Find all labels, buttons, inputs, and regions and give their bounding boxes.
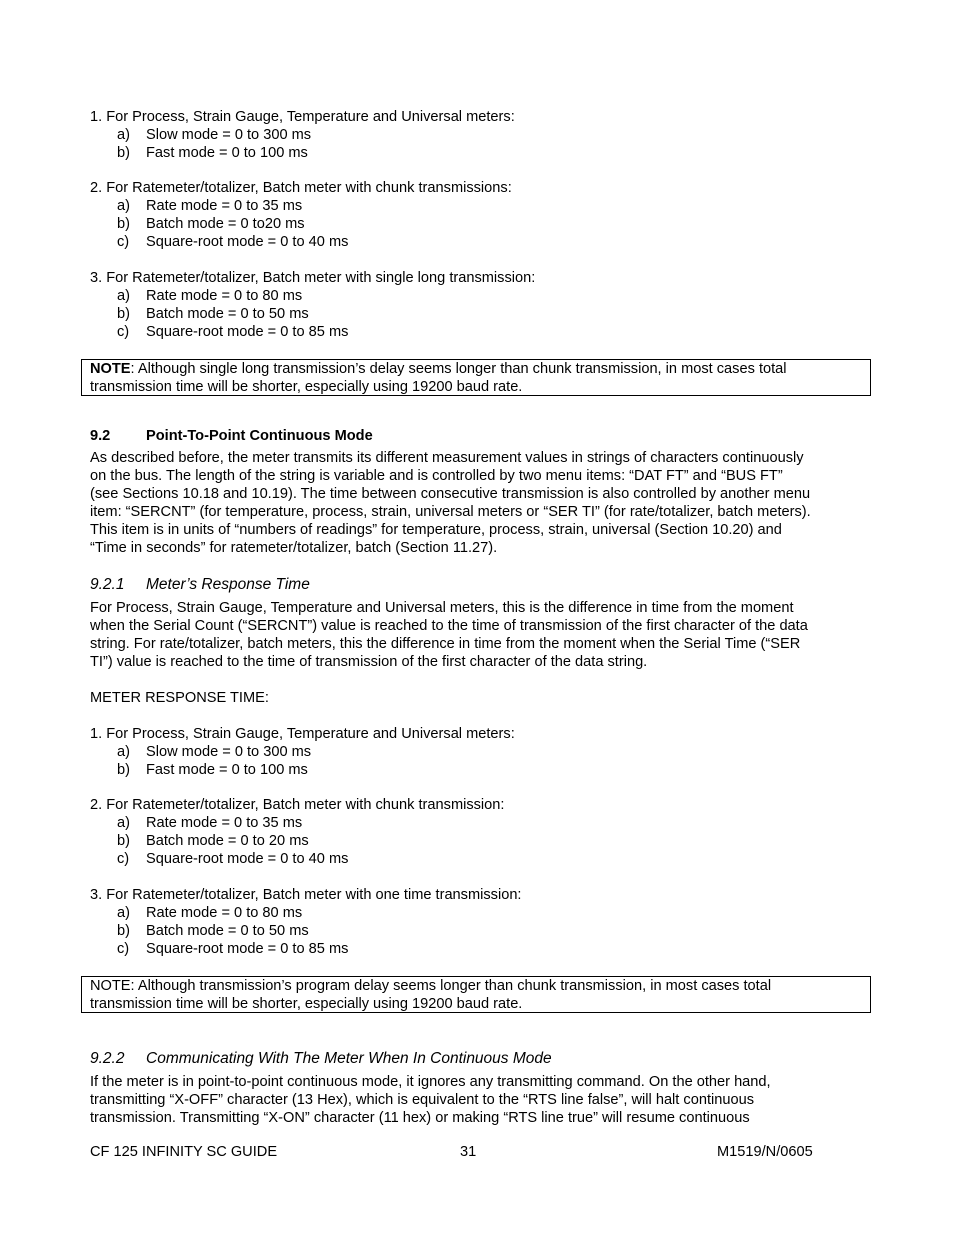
paragraph-line: transmitting “X-OFF” character (13 Hex), which is equivalent to the “RTS line false”, will halt continuous: [90, 1092, 755, 1108]
paragraph-line: TI”) value is reached to the time of transmission of the first character of the data string.: [90, 654, 648, 670]
paragraph-line: item: “SERCNT” (for temperature, process, strain, universal meters or “SER TI” (for rate/totalizer, batch meters).: [90, 504, 811, 520]
list-subitem: c) Square-root mode = 0 to 85 ms: [117, 941, 349, 957]
list-subitem: b) Batch mode = 0 to 20 ms: [117, 833, 309, 849]
footer-title: CF 125 INFINITY SC GUIDE: [90, 1144, 278, 1160]
subsection-heading: 9.2.2 Communicating With The Meter When In Continuous Mode: [90, 1050, 552, 1067]
note-line: transmission time will be shorter, especially using 19200 baud rate.: [90, 996, 523, 1012]
paragraph-line: (see Sections 10.18 and 10.19). The time between consecutive transmission is also controlled by another menu: [90, 486, 811, 502]
list-subitem: b) Fast mode = 0 to 100 ms: [117, 145, 308, 161]
note-line: transmission time will be shorter, especially using 19200 baud rate.: [90, 379, 523, 395]
list-subitem: b) Batch mode = 0 to 50 ms: [117, 306, 309, 322]
list-item-1: 1. For Process, Strain Gauge, Temperature and Universal meters:: [90, 109, 515, 125]
paragraph: [90, 449, 870, 557]
list-subitem: a) Slow mode = 0 to 300 ms: [117, 744, 312, 760]
list-subitem: c) Square-root mode = 0 to 85 ms: [117, 324, 349, 340]
list-subitem: b) Fast mode = 0 to 100 ms: [117, 762, 308, 778]
list-subitem: c) Square-root mode = 0 to 40 ms: [117, 234, 349, 250]
list-subitem: b) Batch mode = 0 to20 ms: [117, 216, 305, 232]
subsection-heading: 9.2.1 Meter’s Response Time: [90, 576, 310, 593]
list-item-3: 3. For Ratemeter/totalizer, Batch meter with single long transmission:: [90, 270, 536, 286]
paragraph: [90, 599, 870, 671]
list-subitem: a) Rate mode = 0 to 35 ms: [117, 815, 303, 831]
list-item-2: 2. For Ratemeter/totalizer, Batch meter with chunk transmissions:: [90, 180, 512, 196]
list-item-3: 3. For Ratemeter/totalizer, Batch meter with one time transmission:: [90, 887, 522, 903]
note-box: [81, 359, 871, 396]
paragraph-line: If the meter is in point-to-point continuous mode, it ignores any transmitting command. On the other hand,: [90, 1074, 771, 1090]
list-subitem: c) Square-root mode = 0 to 40 ms: [117, 851, 349, 867]
paragraph-line: when the Serial Count (“SERCNT”) value is reached to the time of transmission of the first character of the data: [90, 618, 808, 634]
note-box: [81, 976, 871, 1013]
list-subitem: b) Batch mode = 0 to 50 ms: [117, 923, 309, 939]
paragraph-line: “Time in seconds” for ratemeter/totalizer, batch (Section 11.27).: [90, 540, 498, 556]
document-code: M1519/N/0605: [717, 1144, 813, 1160]
paragraph-line: For Process, Strain Gauge, Temperature and Universal meters, this is the difference in time from the moment: [90, 600, 794, 616]
paragraph-line: on the bus. The length of the string is variable and is controlled by two menu items: “DAT FT” and “BUS FT”: [90, 468, 783, 484]
section-heading: 9.2 Point-To-Point Continuous Mode: [90, 428, 373, 444]
list-subitem: a) Rate mode = 0 to 80 ms: [117, 905, 303, 921]
list-item-2: 2. For Ratemeter/totalizer, Batch meter with chunk transmission:: [90, 797, 505, 813]
paragraph-line: transmission. Transmitting “X-ON” character (11 hex) or making “RTS line true” will resume continuous: [90, 1110, 750, 1126]
response-heading: METER RESPONSE TIME:: [90, 690, 269, 706]
note-line: NOTE: Although transmission’s program delay seems longer than chunk transmission, in most cases total: [90, 978, 772, 994]
list-subitem: a) Rate mode = 0 to 80 ms: [117, 288, 303, 304]
paragraph-line: string. For rate/totalizer, batch meters, this the difference in time from the moment when the Serial Time (“SER: [90, 636, 801, 652]
paragraph-line: As described before, the meter transmits its different measurement values in strings of characters continuously: [90, 450, 804, 466]
list-item-1: 1. For Process, Strain Gauge, Temperature and Universal meters:: [90, 726, 515, 742]
paragraph-line: This item is in units of “numbers of readings” for temperature, process, strain, universal (Section 10.20) and: [90, 522, 782, 538]
note-line: NOTE: Although single long transmission’s delay seems longer than chunk transmission, in most cases total: [90, 361, 787, 377]
page-number: 31: [460, 1144, 477, 1160]
list-subitem: a) Rate mode = 0 to 35 ms: [117, 198, 303, 214]
list-subitem: a) Slow mode = 0 to 300 ms: [117, 127, 312, 143]
paragraph: [90, 1073, 870, 1127]
